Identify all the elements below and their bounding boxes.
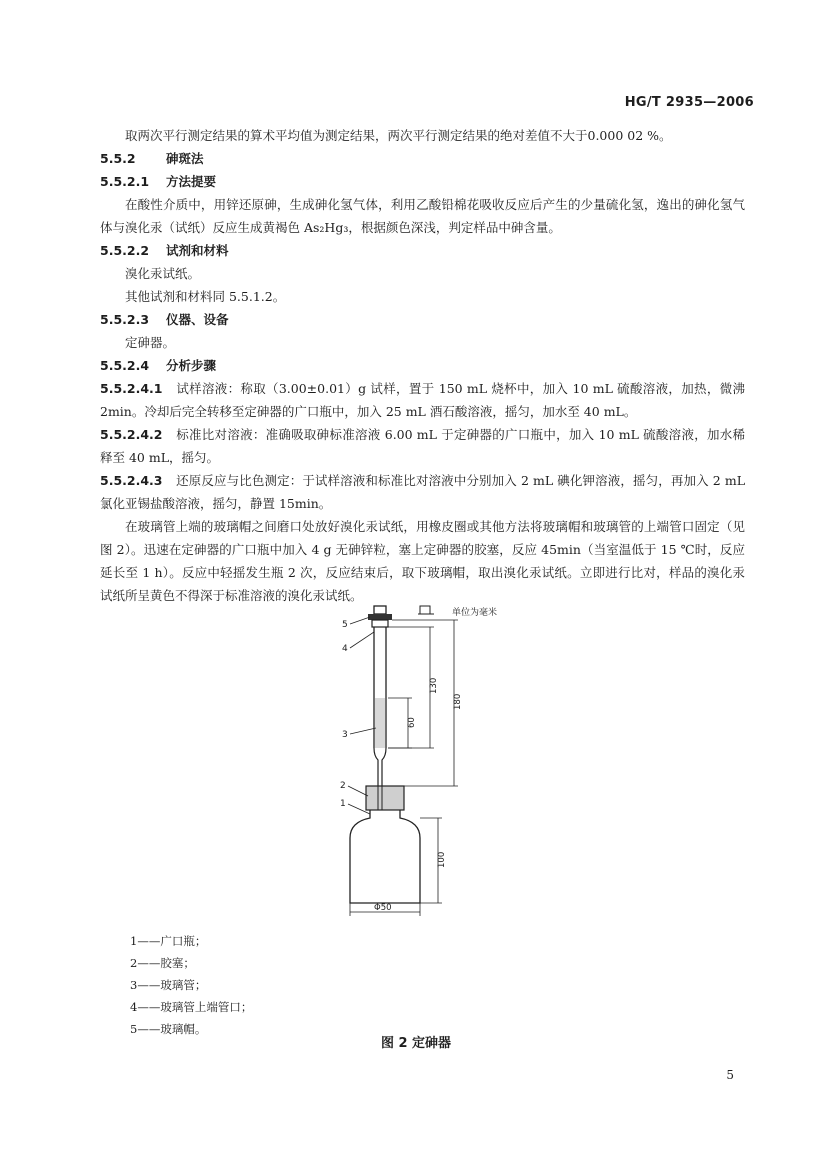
- dimension-lines: [350, 620, 458, 916]
- rubber-stopper: [366, 786, 404, 810]
- legend-item: 4——玻璃管上端管口；: [130, 1000, 253, 1014]
- method-summary-paragraph: 在酸性介质中，用锌还原砷，生成砷化氢气体，利用乙酸铅棉花吸收反应后产生的少量硫化氢，逸出的砷化氢气体与溴化汞（试纸）反应生成黄褐色 As₂Hg₃，根据颜色深浅，判定样品中砷含量。: [100, 197, 745, 235]
- standard-code: HG/T 2935—2006: [624, 95, 754, 110]
- dim-diameter-50: Φ50: [374, 903, 392, 913]
- reagent-line-1: 溴化汞试纸。: [125, 266, 201, 281]
- intro-paragraph: 取两次平行测定结果的算术平均值为测定结果，两次平行测定结果的绝对差值不大于0.000 02 %。: [125, 128, 672, 143]
- label-2: 2: [340, 781, 346, 791]
- dim-130: 130: [429, 677, 439, 694]
- figure-legend: [130, 930, 252, 1040]
- dim-180: 180: [453, 693, 463, 710]
- legend-item: 5——玻璃帽。: [130, 1022, 207, 1036]
- reagent-line-2: 其他试剂和材料同 5.5.1.2。: [125, 289, 286, 304]
- step-5-5-2-4-2: [100, 423, 745, 469]
- figure-caption: 图 2 定砷器: [380, 1036, 452, 1051]
- section-heading-5-5-2-1: [100, 170, 745, 193]
- legend-item: 3——玻璃管；: [130, 978, 207, 992]
- section-number: 5.5.2.3: [100, 312, 150, 327]
- glass-cap: [368, 606, 392, 627]
- step-5-5-2-4-3: [100, 469, 745, 515]
- section-number: 5.5.2: [100, 151, 136, 166]
- glass-tube: [374, 627, 386, 798]
- section-title: 分析步骤: [166, 358, 217, 373]
- label-1: 1: [340, 799, 346, 809]
- dim-60: 60: [407, 717, 417, 728]
- wide-mouth-bottle: [350, 810, 420, 903]
- step-text: 还原反应与比色测定：于试样溶液和标准比对溶液中分别加入 2 mL 碘化钾溶液，摇匀，再加入 2 mL 氯化亚锡盐酸溶液，摇匀，静置 15min。: [100, 473, 745, 511]
- step-5-5-2-4-1: [100, 377, 745, 423]
- section-title: 砷斑法: [166, 151, 204, 166]
- step-number: 5.5.2.4.2: [100, 427, 163, 442]
- label-4: 4: [342, 644, 348, 654]
- page-number: 5: [726, 1068, 734, 1082]
- step-5-5-2-4-3-continued: 在玻璃管上端的玻璃帽之间磨口处放好溴化汞试纸，用橡皮圈或其他方法将玻璃帽和玻璃管的上端管口固定（见图 2）。迅速在定砷器的广口瓶中加入 4 g 无砷锌粒，塞上定砷器的胶塞，反应 45min（当室温低于 15 ℃时，反应延长至 1 h）。反应中轻摇发生瓶 2 次，反应结束后，取下玻璃帽，取出溴化汞试纸。立即进行比对，样品的溴化汞试纸所呈黄色不得深于标准溶液的溴化汞试纸。: [100, 519, 745, 603]
- section-heading-5-5-2-2: [100, 239, 745, 262]
- label-3: 3: [342, 730, 348, 740]
- legend-item: 2——胶塞；: [130, 956, 195, 970]
- section-heading-5-5-2: [100, 147, 745, 170]
- document-body: [100, 124, 745, 607]
- label-5: 5: [342, 620, 348, 630]
- section-heading-5-5-2-4: [100, 354, 745, 377]
- dim-100: 100: [437, 851, 447, 868]
- step-text: 试样溶液：称取（3.00±0.01）g 试样，置于 150 mL 烧杯中，加入 10 mL 硫酸溶液，加热，微沸 2min。冷却后完全转移至定砷器的广口瓶中，加入 25 mL 酒石酸溶液，摇匀，加水至 40 mL。: [100, 381, 745, 419]
- section-title: 仪器、设备: [166, 312, 229, 327]
- section-number: 5.5.2.1: [100, 174, 150, 189]
- step-text: 标准比对溶液：准确吸取砷标准溶液 6.00 mL 于定砷器的广口瓶中，加入 10 mL 硫酸溶液，加水稀释至 40 mL，摇匀。: [100, 427, 745, 465]
- apparatus-diagram: [330, 598, 730, 918]
- unit-note-text: 单位为毫米: [452, 608, 498, 618]
- step-number: 5.5.2.4.3: [100, 473, 163, 488]
- step-number: 5.5.2.4.1: [100, 381, 163, 396]
- part-labels: [340, 617, 376, 814]
- apparatus-line: 定砷器。: [125, 335, 176, 350]
- section-title: 方法提要: [166, 174, 217, 189]
- legend-item: 1——广口瓶；: [130, 934, 207, 948]
- section-heading-5-5-2-3: [100, 308, 745, 331]
- arsenic-apparatus-figure: [330, 598, 730, 918]
- section-number: 5.5.2.2: [100, 243, 150, 258]
- unit-annotation: [418, 606, 497, 618]
- section-number: 5.5.2.4: [100, 358, 150, 373]
- section-title: 试剂和材料: [166, 243, 229, 258]
